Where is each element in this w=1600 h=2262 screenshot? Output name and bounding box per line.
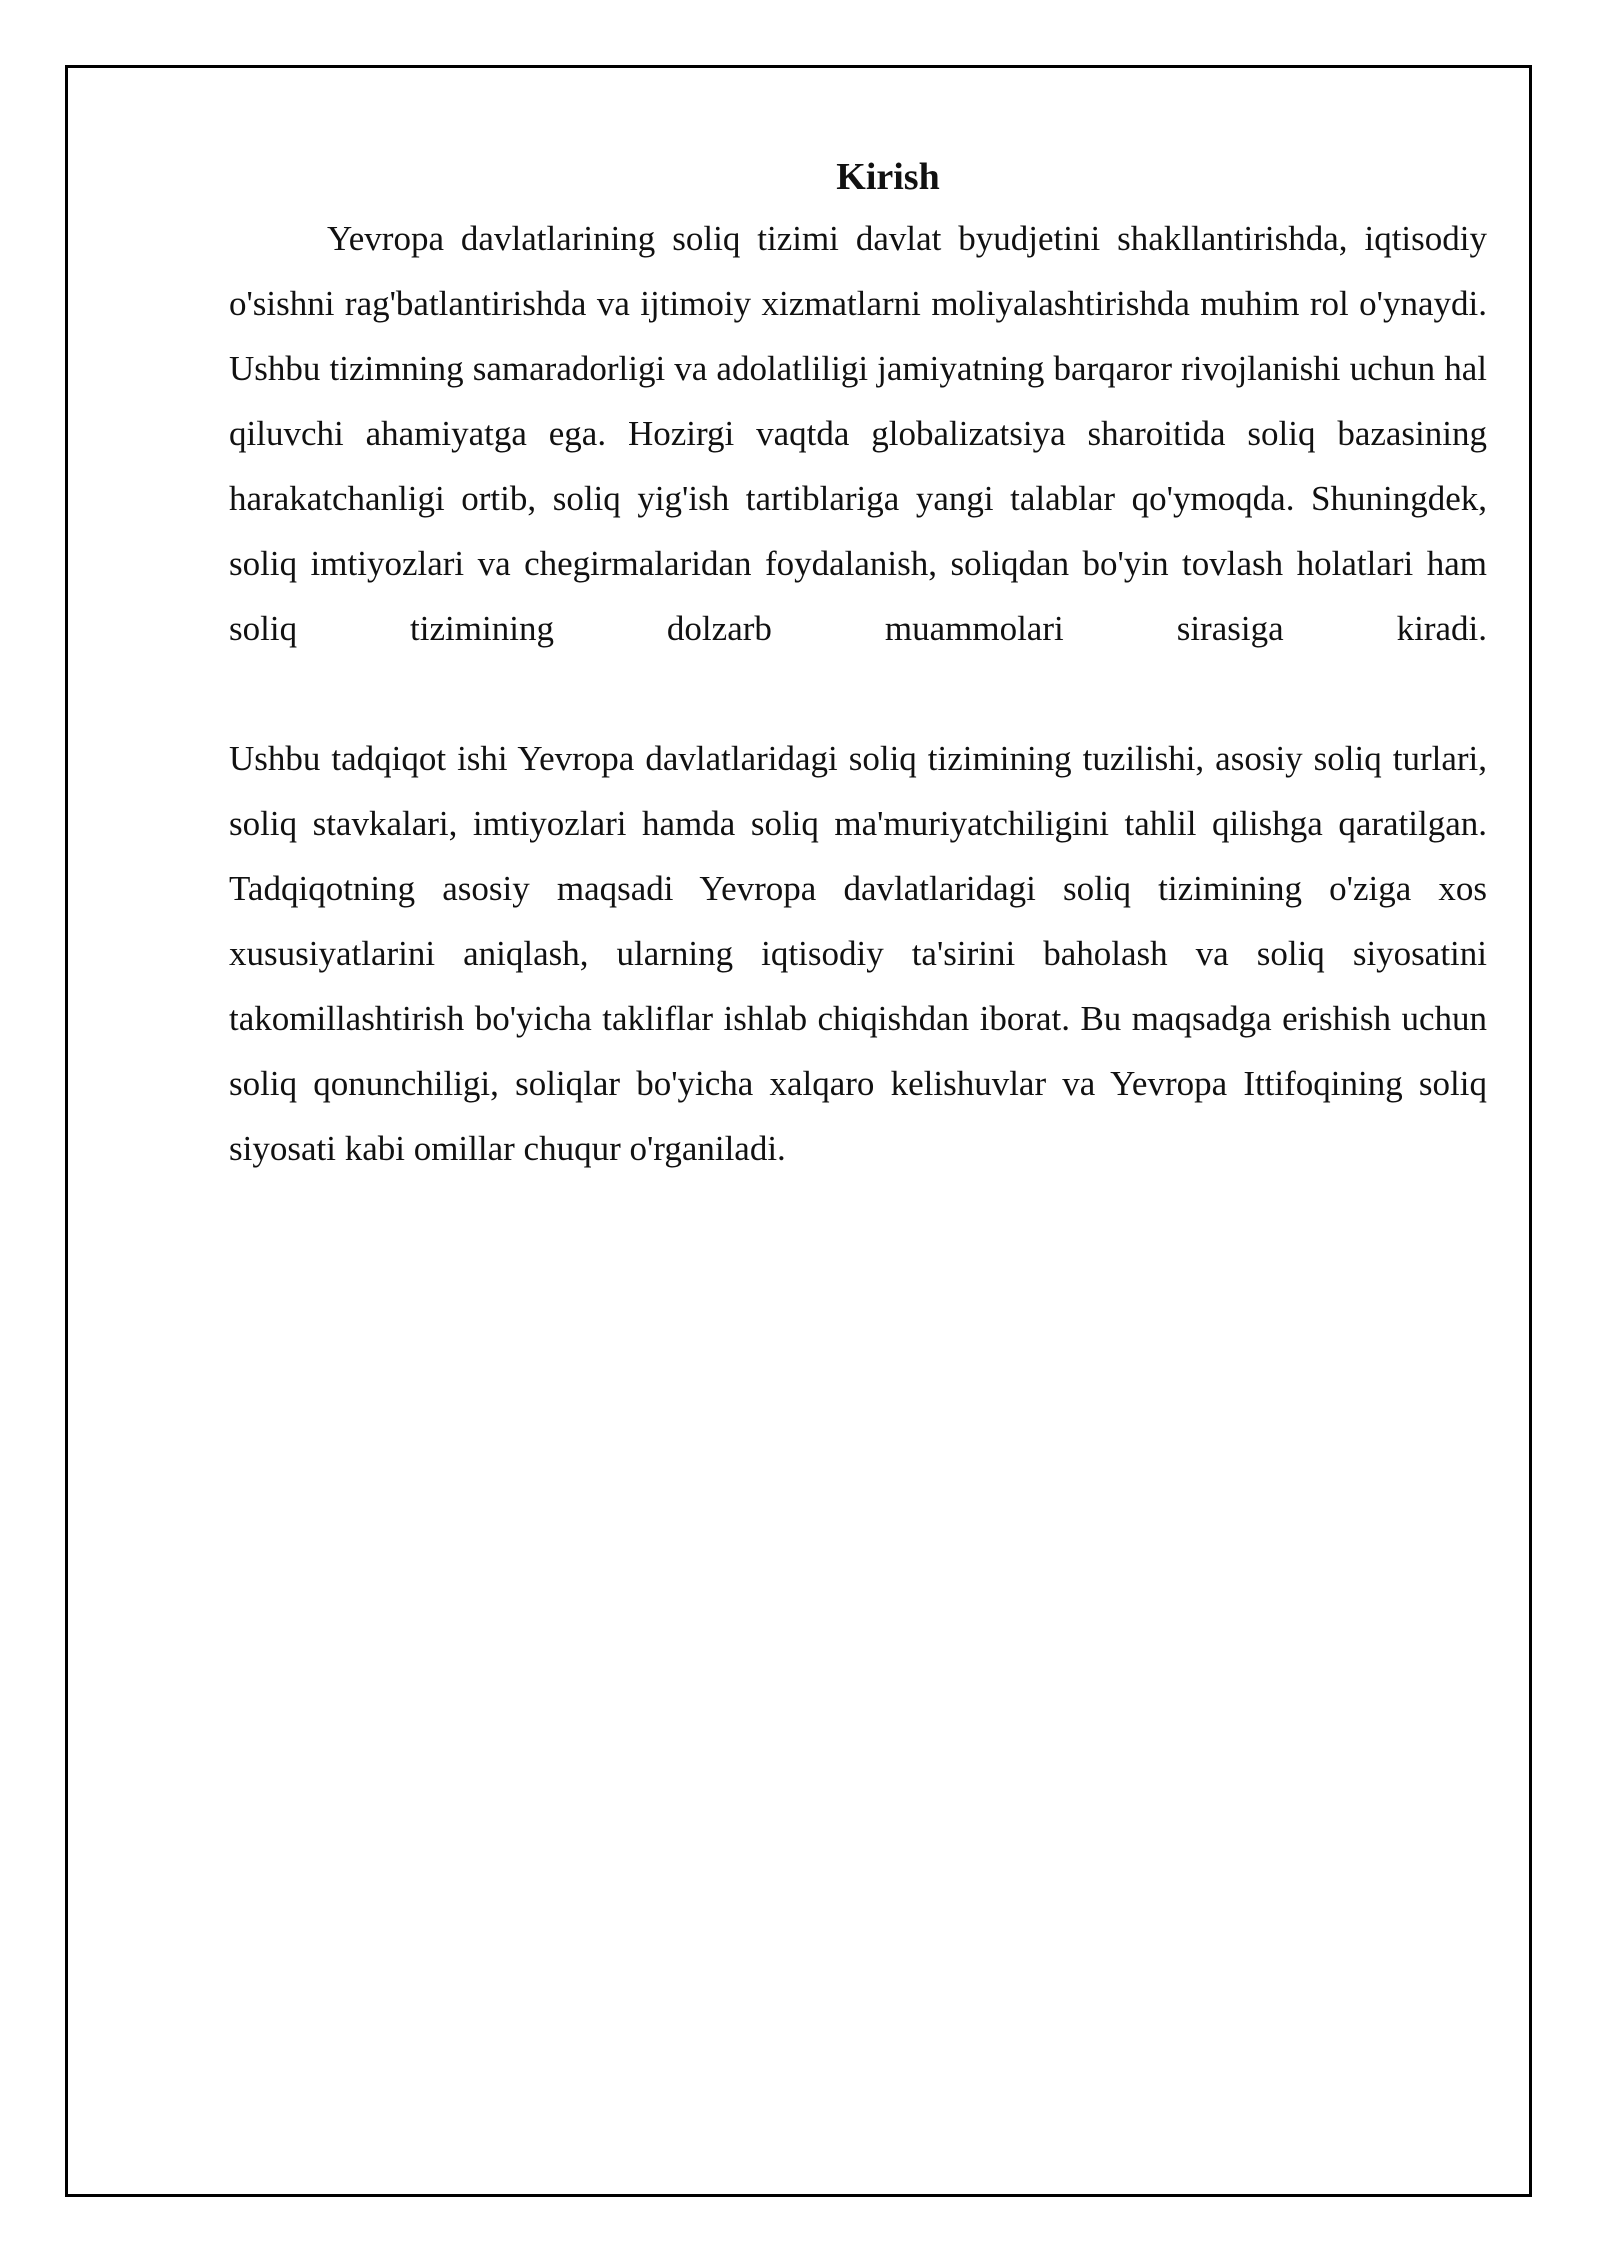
intro-paragraph-2: Ushbu tadqiqot ishi Yevropa davlatlaridagi soliq tizimining tuzilishi, asosiy soliq turlari, soliq stavkalari, imtiyozlari hamda soliq ma'muriyatchiligini tahlil qilishga qaratilgan. Tadqiqotning asosiy maqsadi Yevropa davlatlaridagi soliq tizimining o'ziga xos xususiyatlarini aniqlash, ularning iqtisodiy ta'sirini baholash va soliq siyosatini takomillashtirish bo'yicha takliflar ishlab chiqishdan iborat. Bu maqsadga erishish uchun soliq qonunchiligi, soliqlar bo'yicha xalqaro kelishuvlar va Yevropa Ittifoqining soliq siyosati kabi omillar chuqur o'rganiladi. — [229, 739, 1487, 1168]
document-body — [229, 148, 1487, 1181]
document-title: Kirish — [836, 156, 940, 198]
intro-paragraph-1: Yevropa davlatlarining soliq tizimi davlat byudjetini shakllantirishda, iqtisodiy o'sishni rag'batlantirishda va ijtimoiy xizmatlarni moliyalashtirishda muhim rol o'ynaydi. Ushbu tizimning samaradorligi va adolatliligi jamiyatning barqaror rivojlanishi uchun hal qiluvchi ahamiyatga ega. Hozirgi vaqtda globalizatsiya sharoitida soliq bazasining harakatchanligi ortib, soliq yig'ish tartiblariga yangi talablar qo'ymoqda. Shuningdek, soliq imtiyozlari va chegirmalaridan foydalanish, soliqdan bo'yin tovlash holatlari ham soliq tizimining dolzarb muammolari sirasiga kiradi. — [229, 219, 1487, 648]
